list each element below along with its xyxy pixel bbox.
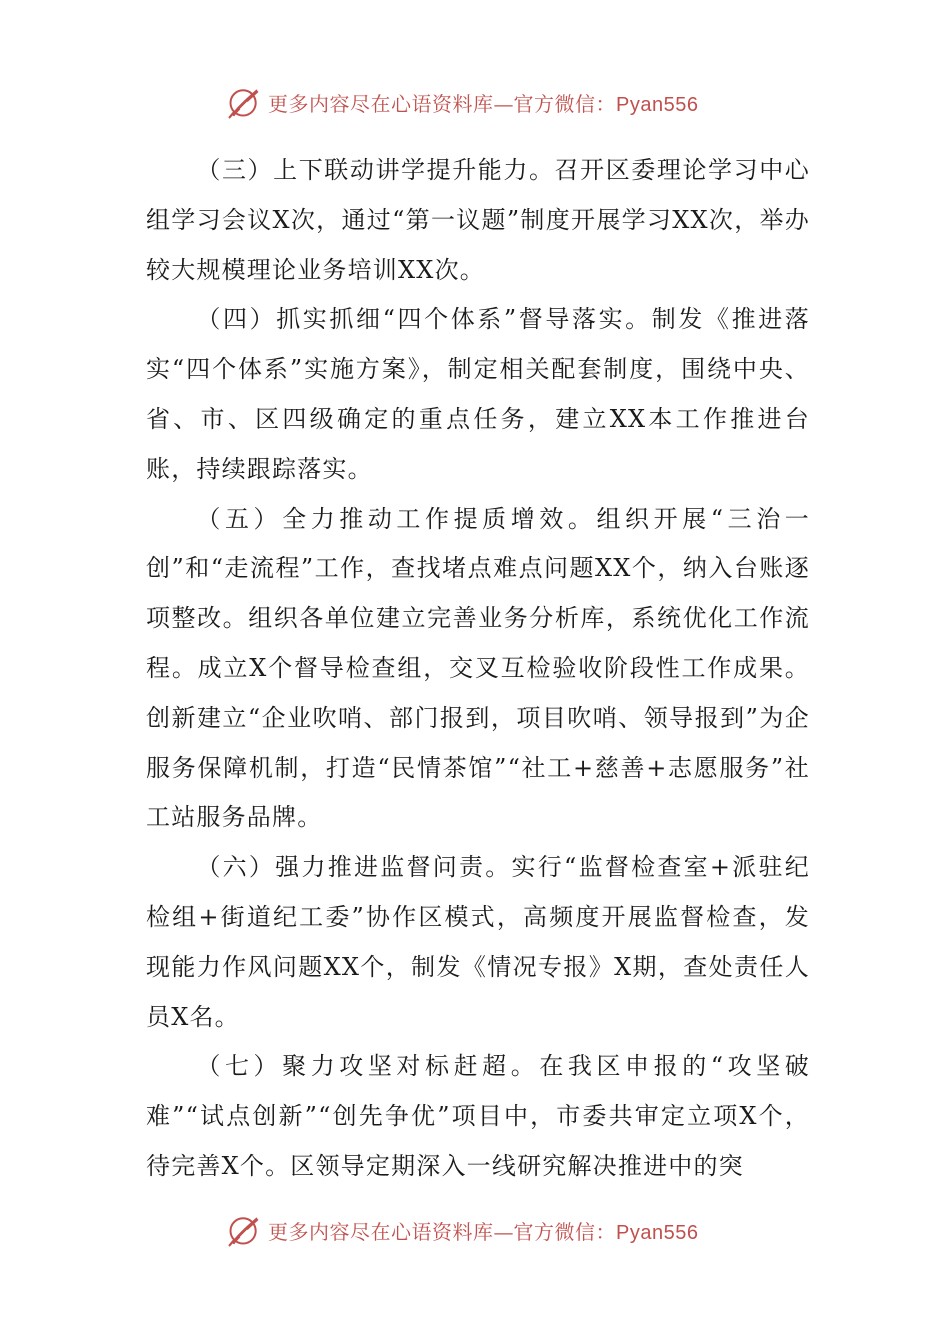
header-wechat-id: Pyan556 — [616, 93, 699, 116]
header-watermark — [226, 82, 698, 122]
paragraph-4: （四）抓实抓细“四个体系”督导落实。制发《推进落实“四个体系”实施方案》，制定相关配套制度，围绕中央、省、市、区四级确定的重点任务，建立XX本工作推进台账，持续跟踪落实。 — [146, 305, 810, 483]
footer-wechat-id: Pyan556 — [616, 1221, 699, 1244]
footer-dash: — — [493, 1219, 514, 1244]
footer-wechat-label: 官方微信： — [513, 1219, 616, 1244]
header-site-text: 更多内容尽在心语资料库 — [268, 91, 494, 116]
footer-watermark — [226, 1210, 698, 1250]
footer-text — [268, 1216, 698, 1245]
paragraph-7: （七）聚力攻坚对标赶超。在我区申报的“攻坚破难”“试点创新”“创先争优”项目中，市委共审定立项X个，待完善X个。区领导定期深入一线研究解决推进中的突 — [146, 1052, 810, 1180]
header-dash: — — [493, 91, 514, 116]
document-body — [146, 146, 810, 1192]
paragraph-3: （三）上下联动讲学提升能力。召开区委理论学习中心组学习会议X次，通过“第一议题”制度开展学习XX次，举办较大规模理论业务培训XX次。 — [146, 156, 810, 284]
pen-nib-logo-icon — [226, 1212, 262, 1248]
pen-nib-logo-icon — [226, 84, 262, 120]
paragraph-6: （六）强力推进监督问责。实行“监督检查室+派驻纪检组+街道纪工委”协作区模式，高频度开展监督检查，发现能力作风问题XX个，制发《情况专报》X期，查处责任人员X名。 — [146, 853, 810, 1031]
footer-site-text: 更多内容尽在心语资料库 — [268, 1219, 494, 1244]
header-wechat-label: 官方微信： — [513, 91, 616, 116]
paragraph-5: （五）全力推动工作提质增效。组织开展“三治一创”和“走流程”工作，查找堵点难点问题XX个，纳入台账逐项整改。组织各单位建立完善业务分析库，系统优化工作流程。成立X个督导检查组，交叉互检验收阶段性工作成果。创新建立“企业吹哨、部门报到，项目吹哨、领导报到”为企服务保障机制，打造“民情茶馆”“社工+慈善+志愿服务”社工站服务品牌。 — [146, 504, 810, 832]
header-text — [268, 88, 698, 117]
